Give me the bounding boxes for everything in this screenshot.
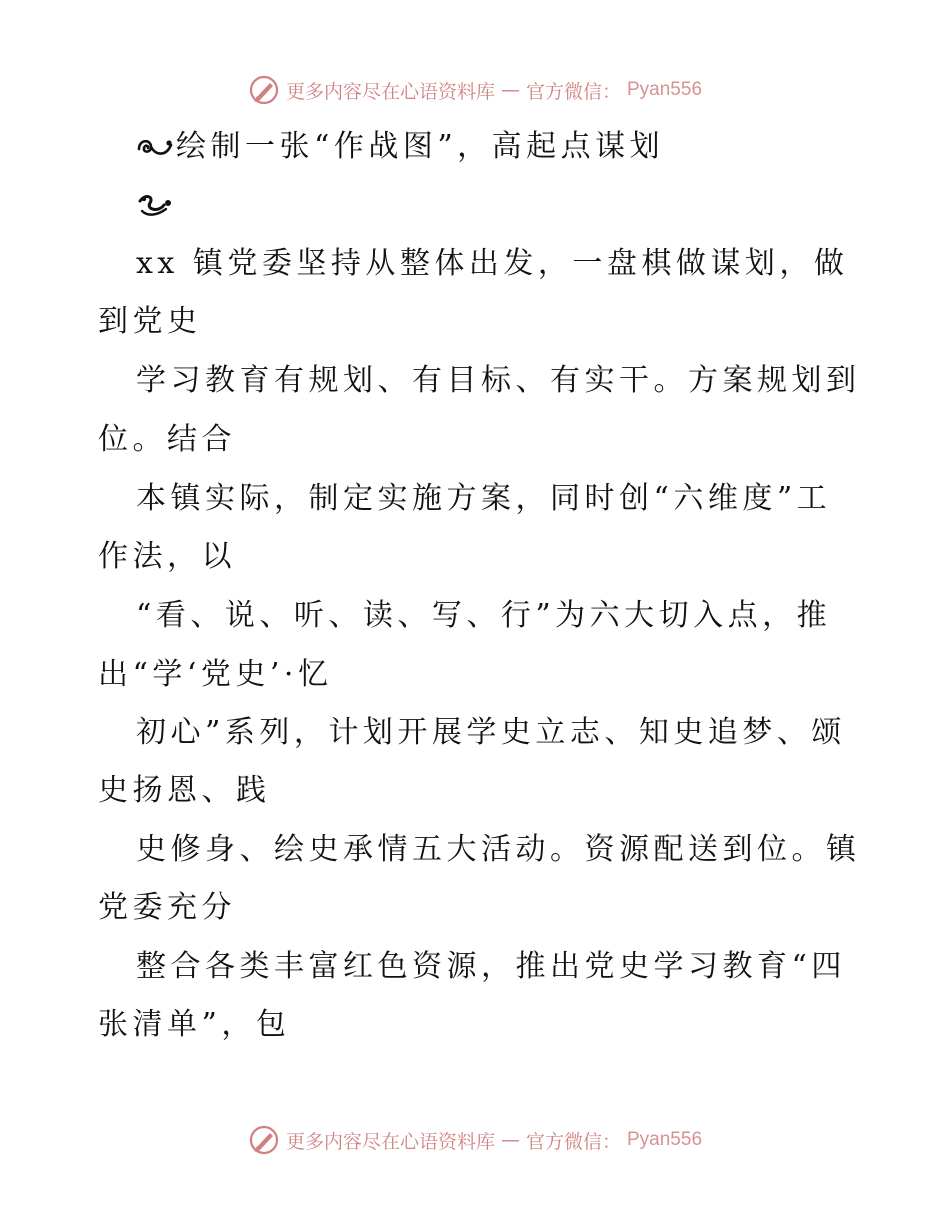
body-line [0, 947, 950, 987]
body-line [0, 244, 950, 284]
footer-watermark [0, 1120, 950, 1160]
body-line [0, 655, 950, 695]
body-text: 本镇实际，制定实施方案，同时创“六维度”工 [136, 481, 832, 516]
body-text: 张清单”，包 [98, 1007, 291, 1042]
body-line [0, 361, 950, 401]
body-line [0, 420, 950, 460]
body-text: 史修身、绘史承情五大活动。资源配送到位。镇 [136, 832, 861, 867]
body-line [0, 596, 950, 636]
body-text: “看、说、听、读、写、行”为六大切入点，推 [136, 598, 832, 633]
body-line [0, 830, 950, 870]
body-text: xx 镇党委坚持从整体出发，一盘棋做谋划，做 [136, 246, 849, 281]
watermark-text: 更多内容尽在心语资料库 [285, 1130, 495, 1153]
watermark-label: 官方微信： [525, 80, 621, 103]
body-text: 史扬恩、践 [98, 773, 271, 808]
body-line [0, 713, 950, 753]
body-line [0, 1005, 950, 1045]
section-heading: 绘制一张“作战图”，高起点谋划 [176, 129, 665, 164]
flourish-icon [136, 191, 174, 219]
body-line [0, 479, 950, 519]
flourish-icon [135, 135, 175, 161]
body-text: 整合各类丰富红色资源，推出党史学习教育“四 [136, 949, 846, 984]
body-line [0, 537, 950, 577]
watermark-id: Pyan556 [627, 1129, 703, 1150]
body-text: 学习教育有规划、有目标、有实干。方案规划到 [136, 363, 861, 398]
body-line [0, 302, 950, 342]
pen-logo-icon [248, 1124, 280, 1156]
heading-line [0, 127, 950, 167]
watermark-id: Pyan556 [627, 79, 703, 100]
body-text: 出“学‘党史’·忆 [98, 657, 333, 692]
watermark-separator: — [500, 1129, 520, 1151]
body-line [0, 888, 950, 928]
watermark-text: 更多内容尽在心语资料库 [285, 80, 495, 103]
pen-logo-icon [248, 74, 280, 106]
body-line [0, 771, 950, 811]
body-text: 初心”系列，计划开展学史立志、知史追梦、颂 [136, 715, 846, 750]
watermark-separator: — [500, 79, 520, 101]
ornament-line [0, 185, 950, 225]
watermark-label: 官方微信： [525, 1130, 621, 1153]
body-text: 到党史 [98, 304, 202, 339]
body-text: 作法，以 [98, 539, 236, 574]
header-watermark [0, 70, 950, 110]
body-text: 党委充分 [98, 890, 236, 925]
body-text: 位。结合 [98, 422, 236, 457]
